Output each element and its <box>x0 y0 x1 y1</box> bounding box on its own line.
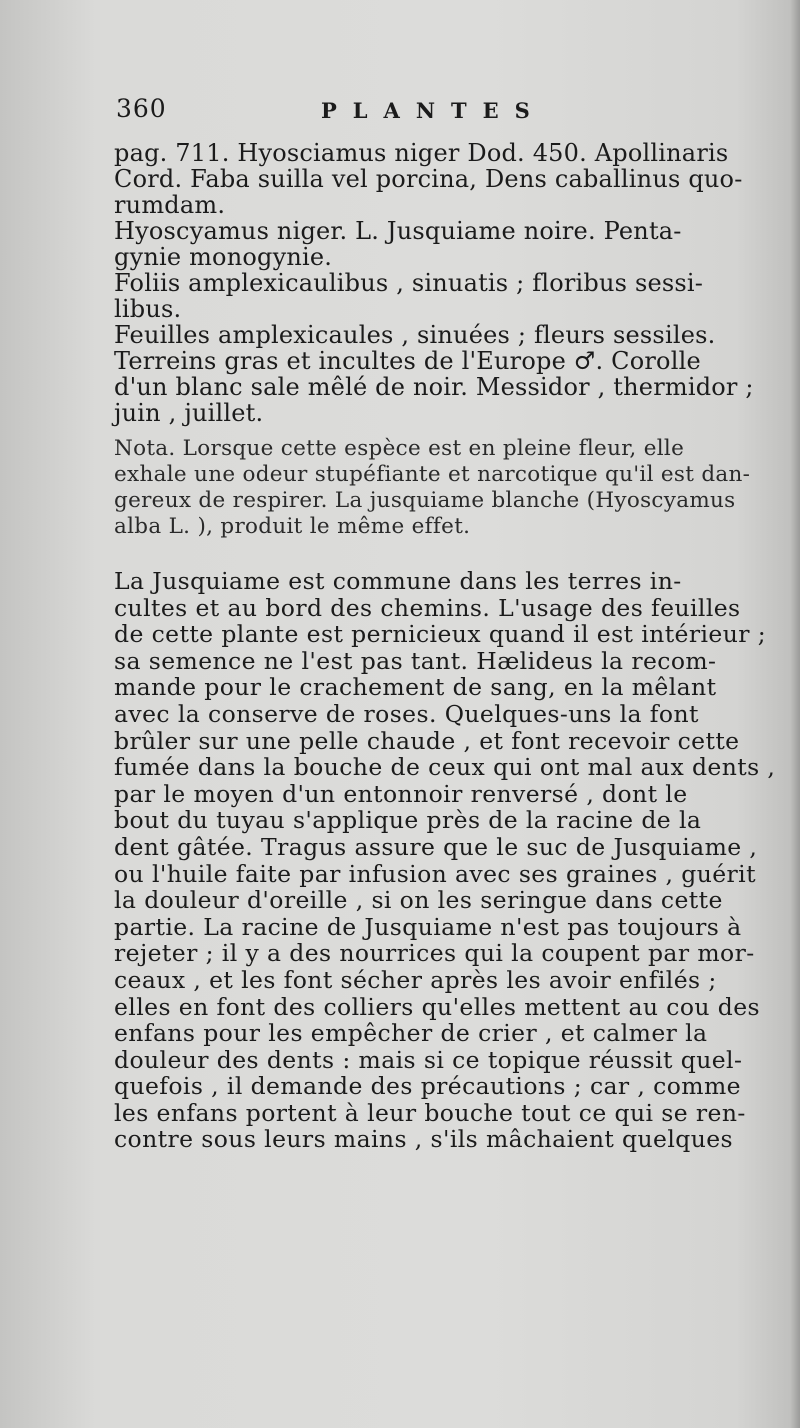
body-line: elles en font des colliers qu'elles mettent au cou des <box>114 992 760 1021</box>
body-line: enfans pour les empêcher de crier , et calmer la <box>114 1019 708 1048</box>
diagnosis-line: libus. <box>114 295 182 323</box>
description-line: Feuilles amplexicaules , sinuées ; fleurs sessiles. <box>114 321 716 349</box>
body-line: les enfans portent à leur bouche tout ce qui se ren- <box>114 1098 746 1127</box>
body-line: de cette plante est pernicieux quand il est intérieur ; <box>114 620 767 649</box>
note-line: alba L. ), produit le même effet. <box>114 514 471 539</box>
description-block <box>114 322 796 426</box>
body-line: dent gâtée. Tragus assure que le suc de Jusquiame , <box>114 832 758 861</box>
body-line: ou l'huile faite par infusion avec ses graines , guérit <box>114 859 756 888</box>
body-line: contre sous leurs mains , s'ils mâchaient quelques <box>114 1125 734 1154</box>
page-header <box>114 94 796 140</box>
body-line: La Jusquiame est commune dans les terres in- <box>114 567 682 595</box>
body-line: quefois , il demande des précautions ; car , comme <box>114 1072 741 1101</box>
page-number: 360 <box>116 94 167 123</box>
latin-diagnosis-block <box>114 270 796 322</box>
description-line: juin , juillet. <box>114 399 264 427</box>
note-line: Nota. Lorsque cette espèce est en pleine fleur, elle <box>114 436 685 461</box>
synonymy-block <box>114 140 796 218</box>
linnaean-line: gynie monogynie. <box>114 243 333 271</box>
body-line: bout du tuyau s'applique près de la racine de la <box>114 806 702 835</box>
description-line: Terreins gras et incultes de l'Europe ♂. Corolle <box>114 347 701 375</box>
synonymy-line: Cord. Faba suilla vel porcina, Dens caballinus quo- <box>114 165 743 193</box>
body-line: avec la conserve de roses. Quelques-uns la font <box>114 699 699 728</box>
nota-block <box>114 436 796 540</box>
text-block <box>114 94 796 1153</box>
body-line: ceaux , et les font sécher après les avoir enfilés ; <box>114 965 717 994</box>
body-line: mande pour le crachement de sang, en la mêlant <box>114 673 717 702</box>
diagnosis-line: Foliis amplexicaulibus , sinuatis ; floribus sessi- <box>114 269 704 297</box>
body-line: douleur des dents : mais si ce topique réussit quel- <box>114 1045 743 1074</box>
body-line: la douleur d'oreille , si on les seringue dans cette <box>114 886 723 915</box>
body-line: sa semence ne l'est pas tant. Hælideus la recom- <box>114 646 717 675</box>
synonymy-line: pag. 711. Hyosciamus niger Dod. 450. Apollinaris <box>114 139 729 167</box>
description-line: d'un blanc sale mêlé de noir. Messidor , thermidor ; <box>114 373 754 401</box>
body-line: fumée dans la bouche de ceux qui ont mal aux dents , <box>114 753 776 782</box>
body-line: partie. La racine de Jusquiame n'est pas toujours à <box>114 912 742 941</box>
running-head: PLANTES <box>321 98 546 123</box>
note-line: exhale une odeur stupéfiante et narcotique qu'il est dan- <box>114 462 751 487</box>
body-line: par le moyen d'un entonnoir renversé , dont le <box>114 779 688 808</box>
body-line: cultes et au bord des chemins. L'usage des feuilles <box>114 593 741 622</box>
body-line: brûler sur une pelle chaude , et font recevoir cette <box>114 726 740 755</box>
body-line: rejeter ; il y a des nourrices qui la coupent par mor- <box>114 939 755 968</box>
main-paragraph <box>114 568 796 1153</box>
linnaean-name-block <box>114 218 796 270</box>
linnaean-line: Hyoscyamus niger. L. Jusquiame noire. Penta- <box>114 217 682 245</box>
synonymy-line: rumdam. <box>114 191 226 219</box>
note-line: gereux de respirer. La jusquiame blanche (Hyoscyamus <box>114 488 736 513</box>
